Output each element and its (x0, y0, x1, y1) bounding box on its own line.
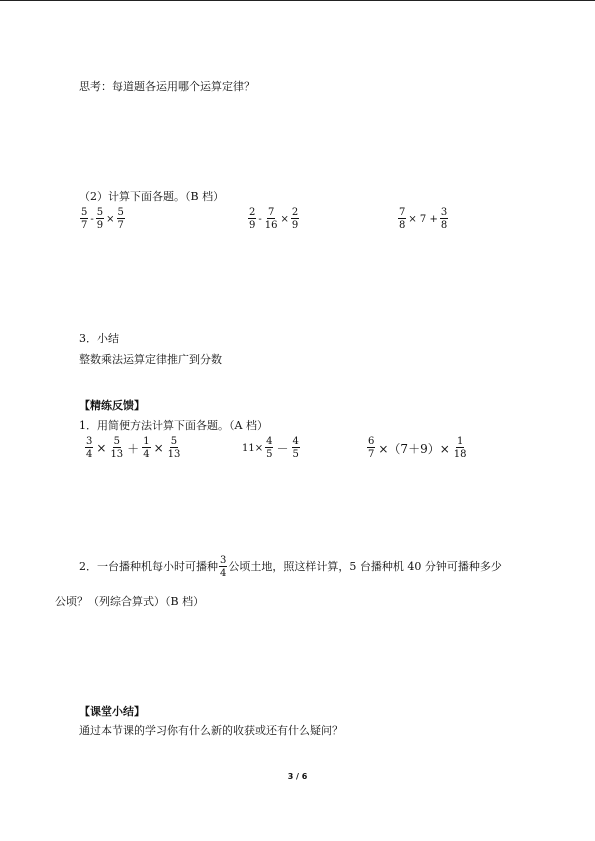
fraction: $\frac{7}{16}$ (264, 207, 278, 231)
q1-heading: 1．用简便方法计算下面各题。（A 档） (79, 419, 268, 432)
fraction: $\frac{1}{18}$ (453, 436, 467, 460)
section2-heading: （2）计算下面各题。（B 档） (79, 190, 225, 203)
think-question: 思考：每道题各运用哪个运算定律？ (79, 80, 255, 93)
section3-text: 整数乘法运算定律推广到分数 (79, 353, 222, 366)
operator: - (90, 213, 94, 225)
top-border (0, 0, 595, 1)
q2-line1 (79, 555, 502, 579)
operator: × (96, 441, 107, 455)
operator: × (280, 213, 289, 225)
fraction: $\frac{1}{4}$ (143, 436, 150, 460)
q2-text-before: 2．一台播种机每小时可播种 (79, 560, 218, 573)
operator: × 7 + (408, 213, 438, 225)
operator: － (276, 441, 289, 456)
q1-problem-3 (366, 436, 469, 460)
fraction: $\frac{3}{8}$ (440, 207, 448, 231)
fraction: $\frac{3}{4}$ (220, 555, 227, 579)
fraction: $\frac{5}{7}$ (81, 207, 88, 231)
fraction: $\frac{5}{13}$ (110, 436, 124, 460)
fraction: $\frac{7}{8}$ (399, 207, 406, 231)
fraction: $\frac{2}{9}$ (291, 207, 299, 231)
s2-problem-1 (79, 207, 126, 231)
fraction: $\frac{5}{9}$ (96, 207, 104, 231)
fraction: $\frac{4}{5}$ (266, 436, 273, 460)
operator: × (153, 441, 164, 455)
feedback-heading: 【精练反馈】 (79, 399, 145, 412)
q1-problem-1 (84, 436, 182, 460)
fraction: $\frac{5}{13}$ (167, 436, 181, 460)
s2-problem-3 (397, 207, 449, 231)
operator: × (106, 213, 115, 225)
fraction: $\frac{3}{4}$ (86, 436, 93, 460)
q2-text-after: 公顷土地，照这样计算，5 台播种机 40 分钟可播种多少 (228, 560, 502, 573)
summary-text: 通过本节课的学习你有什么新的收获或还有什么疑问？ (79, 724, 343, 737)
fraction: $\frac{5}{7}$ (117, 207, 124, 231)
q2-line2: 公顷？（列综合算式）（B 档） (55, 595, 205, 608)
fraction: $\frac{6}{7}$ (368, 436, 375, 460)
page-number: 3 / 6 (287, 772, 308, 781)
operator: ＋ (127, 441, 140, 456)
operator: - (258, 213, 262, 225)
q1-problem-2 (241, 436, 301, 460)
summary-heading: 【课堂小结】 (79, 705, 145, 718)
section3-heading: 3．小结 (79, 332, 119, 345)
fraction: $\frac{2}{9}$ (249, 207, 256, 231)
operator: ×（7＋9）× (378, 441, 450, 456)
operator: 11× (242, 442, 264, 454)
fraction: $\frac{4}{5}$ (292, 436, 299, 460)
s2-problem-2 (247, 207, 300, 231)
